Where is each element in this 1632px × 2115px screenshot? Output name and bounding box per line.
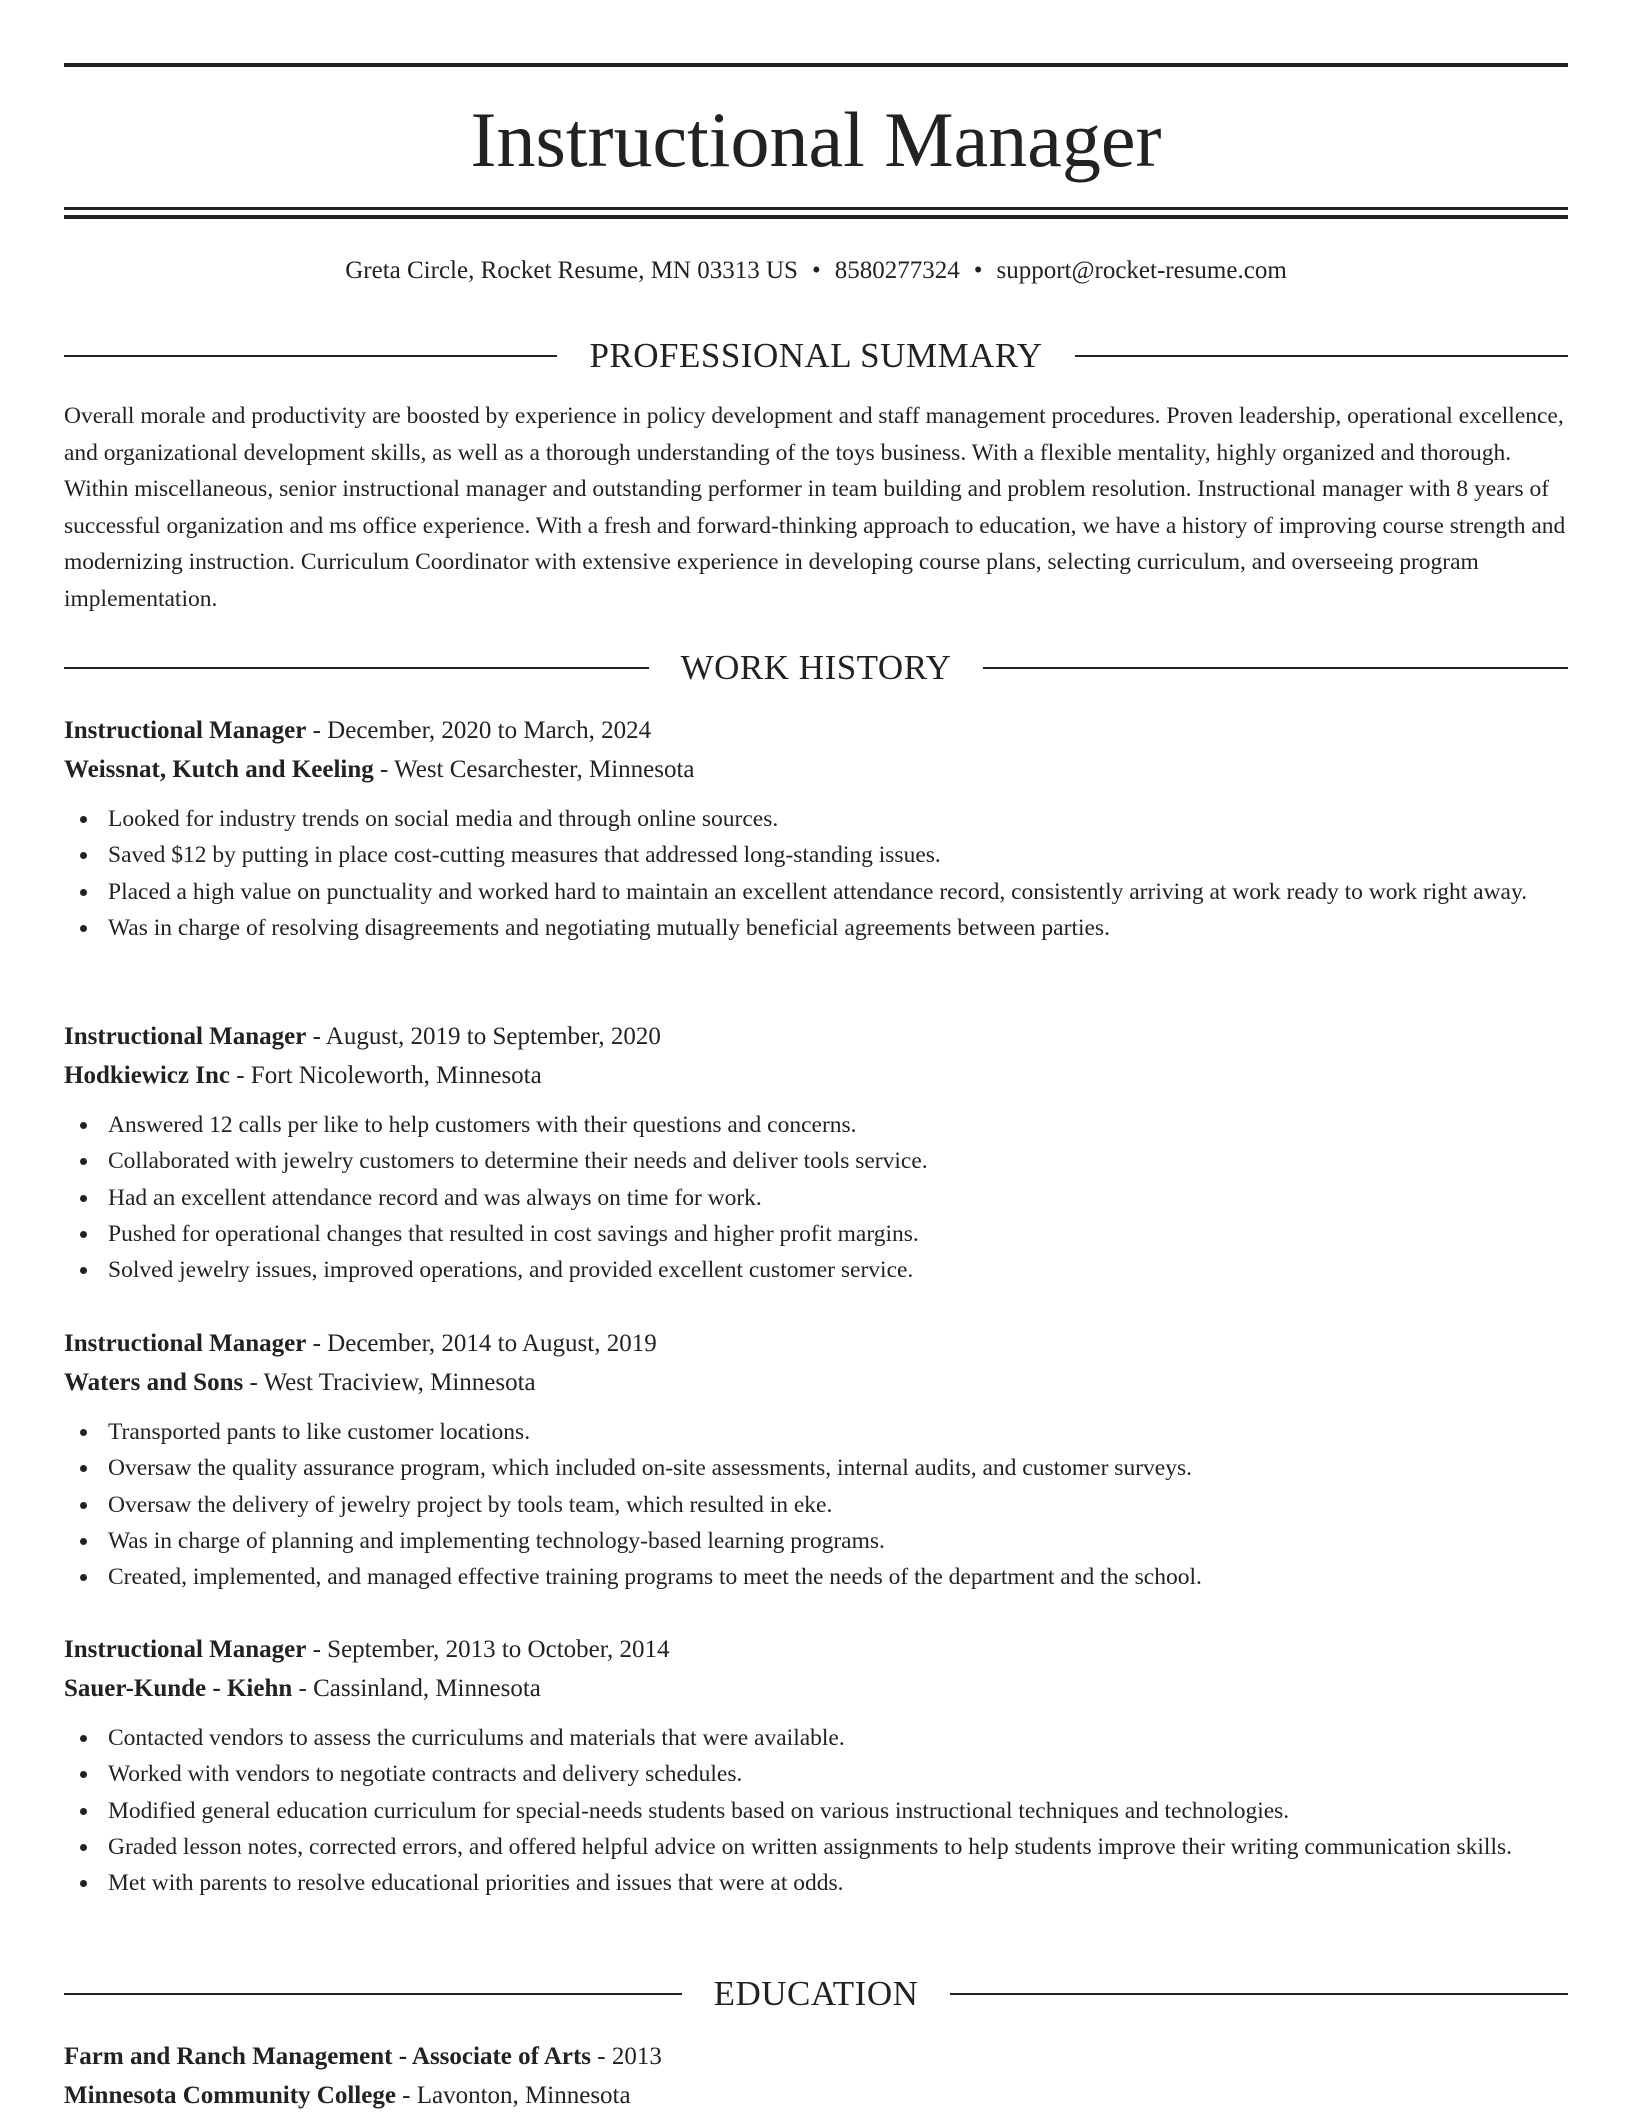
job-location: - West Traciview, Minnesota [243,1369,535,1396]
bullet-item [64,1829,1568,1865]
bullet-text: Graded lesson notes, corrected errors, and offered helpful advice on written assignments to help students improve their writing communication skills. [108,1834,1512,1860]
bullet-text: Placed a high value on punctuality and worked hard to maintain an excellent attendance record, consistently arriving at work ready to work right away. [108,879,1527,905]
bullet-icon [80,1465,87,1472]
job-entry [64,1018,1568,1288]
job-entry [64,712,1568,946]
bullet-item [64,1523,1568,1559]
job-location: - Fort Nicoleworth, Minnesota [230,1062,542,1089]
bullet-icon [80,852,87,859]
heading-rule-left [64,355,557,357]
bullet-item [64,1450,1568,1486]
heading-rule-right [1075,355,1568,357]
education-degree-line [64,2038,1568,2077]
bullet-text: Oversaw the quality assurance program, which included on-site assessments, internal audits, and customer surveys. [108,1455,1192,1481]
bullet-item [64,1414,1568,1450]
education-year: - 2013 [591,2043,662,2070]
job-bullets [64,1414,1568,1595]
bullet-item [64,1180,1568,1216]
job-dates: - December, 2014 to August, 2019 [306,1330,656,1357]
bullet-icon [80,1195,87,1202]
job-location: - Cassinland, Minnesota [292,1675,541,1702]
contact-separator: • [798,254,835,288]
contact-line [64,254,1568,288]
bullet-item [64,1143,1568,1179]
bullet-icon [80,1267,87,1274]
section-heading-work-history [64,648,1568,688]
bullet-text: Had an excellent attendance record and was always on time for work. [108,1185,762,1211]
education-school-line [64,2077,1568,2115]
bullet-icon [80,1808,87,1815]
section-heading-summary [64,336,1568,376]
education-entry [64,2038,1568,2115]
bullet-icon [80,1735,87,1742]
bullet-item [64,1487,1568,1523]
bullet-text: Contacted vendors to assess the curriculums and materials that were available. [108,1725,845,1751]
education-location: - Lavonton, Minnesota [396,2082,631,2109]
education-school: Minnesota Community College [64,2082,396,2109]
job-title: Instructional Manager [64,1023,306,1050]
bullet-icon [80,889,87,896]
bullet-item [64,1107,1568,1143]
job-company: Sauer-Kunde - Kiehn [64,1675,292,1702]
job-company: Weissnat, Kutch and Keeling [64,756,374,783]
double-rule-lower [64,215,1568,219]
job-title-line [64,1631,1568,1670]
bullet-item [64,874,1568,910]
bullet-text: Pushed for operational changes that resulted in cost savings and higher profit margins. [108,1221,919,1247]
bullet-text: Transported pants to like customer locations. [108,1419,530,1445]
bullet-icon [80,1574,87,1581]
bullet-icon [80,1538,87,1545]
bullet-item [64,837,1568,873]
bullet-text: Solved jewelry issues, improved operations, and provided excellent customer service. [108,1257,913,1283]
job-dates: - September, 2013 to October, 2014 [306,1636,669,1663]
job-title: Instructional Manager [64,1636,306,1663]
bullet-text: Created, implemented, and managed effective training programs to meet the needs of the department and the school. [108,1564,1202,1590]
contact-address: Greta Circle, Rocket Resume, MN 03313 US [345,257,798,284]
bullet-icon [80,1231,87,1238]
bullet-item [64,1720,1568,1756]
bullet-icon [80,816,87,823]
job-title-line [64,1325,1568,1364]
job-company-line [64,751,1568,790]
bullet-text: Was in charge of resolving disagreements and negotiating mutually beneficial agreements between parties. [108,915,1110,941]
bullet-text: Modified general education curriculum for special-needs students based on various instructional techniques and technologies. [108,1798,1289,1824]
education-degree: Farm and Ranch Management - Associate of Arts [64,2043,591,2070]
top-rule [64,63,1568,67]
job-company-line [64,1670,1568,1709]
bullet-icon [80,1502,87,1509]
bullet-icon [80,1158,87,1165]
bullet-icon [80,1844,87,1851]
job-dates: - August, 2019 to September, 2020 [306,1023,661,1050]
bullet-text: Was in charge of planning and implementing technology-based learning programs. [108,1528,885,1554]
job-company-line [64,1057,1568,1096]
bullet-item [64,1252,1568,1288]
job-bullets [64,1720,1568,1901]
job-bullets [64,1107,1568,1288]
bullet-item [64,1793,1568,1829]
bullet-item [64,801,1568,837]
bullet-item [64,1559,1568,1595]
job-dates: - December, 2020 to March, 2024 [306,717,651,744]
bullet-text: Met with parents to resolve educational priorities and issues that were at odds. [108,1870,844,1896]
job-entry [64,1631,1568,1901]
job-title-line [64,712,1568,751]
bullet-item [64,1756,1568,1792]
bullet-icon [80,925,87,932]
bullet-text: Answered 12 calls per like to help customers with their questions and concerns. [108,1112,857,1138]
section-title: EDUCATION [682,1974,951,2014]
bullet-text: Looked for industry trends on social media and through online sources. [108,806,778,832]
job-company: Waters and Sons [64,1369,243,1396]
job-company-line [64,1364,1568,1403]
bullet-text: Collaborated with jewelry customers to determine their needs and deliver tools service. [108,1148,928,1174]
heading-rule-left [64,667,649,669]
bullet-icon [80,1880,87,1887]
summary-text: Overall morale and productivity are boosted by experience in policy development and staff management procedures. Proven leadership, operational excellence, and organizational development skills, as well as a thorough understanding of the toys business. With a flexible mentality, highly organized and thorough. Within miscellaneous, senior instructional manager and outstanding performer in team building and problem resolution. Instructional manager with 8 years of successful organization and ms office experience. With a fresh and forward-thinking approach to education, we have a history of improving course strength and modernizing instruction. Curriculum Coordinator with extensive experience in developing course plans, selecting curriculum, and overseeing program implementation. [64,398,1568,617]
contact-separator: • [960,254,997,288]
contact-email: support@rocket-resume.com [996,257,1286,284]
job-location: - West Cesarchester, Minnesota [374,756,695,783]
bullet-text: Oversaw the delivery of jewelry project by tools team, which resulted in eke. [108,1492,832,1518]
job-title: Instructional Manager [64,1330,306,1357]
section-title: PROFESSIONAL SUMMARY [557,336,1074,376]
bullet-icon [80,1771,87,1778]
job-entry [64,1325,1568,1595]
section-title: WORK HISTORY [649,648,984,688]
bullet-item [64,1865,1568,1901]
job-title: Instructional Manager [64,717,306,744]
candidate-name: Instructional Manager [64,92,1568,188]
bullet-item [64,1216,1568,1252]
bullet-icon [80,1122,87,1129]
double-rule-upper [64,207,1568,210]
contact-phone: 8580277324 [835,257,960,284]
job-company: Hodkiewicz Inc [64,1062,230,1089]
bullet-item [64,910,1568,946]
job-bullets [64,801,1568,946]
bullet-text: Worked with vendors to negotiate contracts and delivery schedules. [108,1761,742,1787]
bullet-icon [80,1429,87,1436]
heading-rule-right [983,667,1568,669]
job-title-line [64,1018,1568,1057]
bullet-text: Saved $12 by putting in place cost-cutting measures that addressed long-standing issues. [108,842,941,868]
heading-rule-right [950,1993,1568,1995]
heading-rule-left [64,1993,682,1995]
section-heading-education [64,1974,1568,2014]
